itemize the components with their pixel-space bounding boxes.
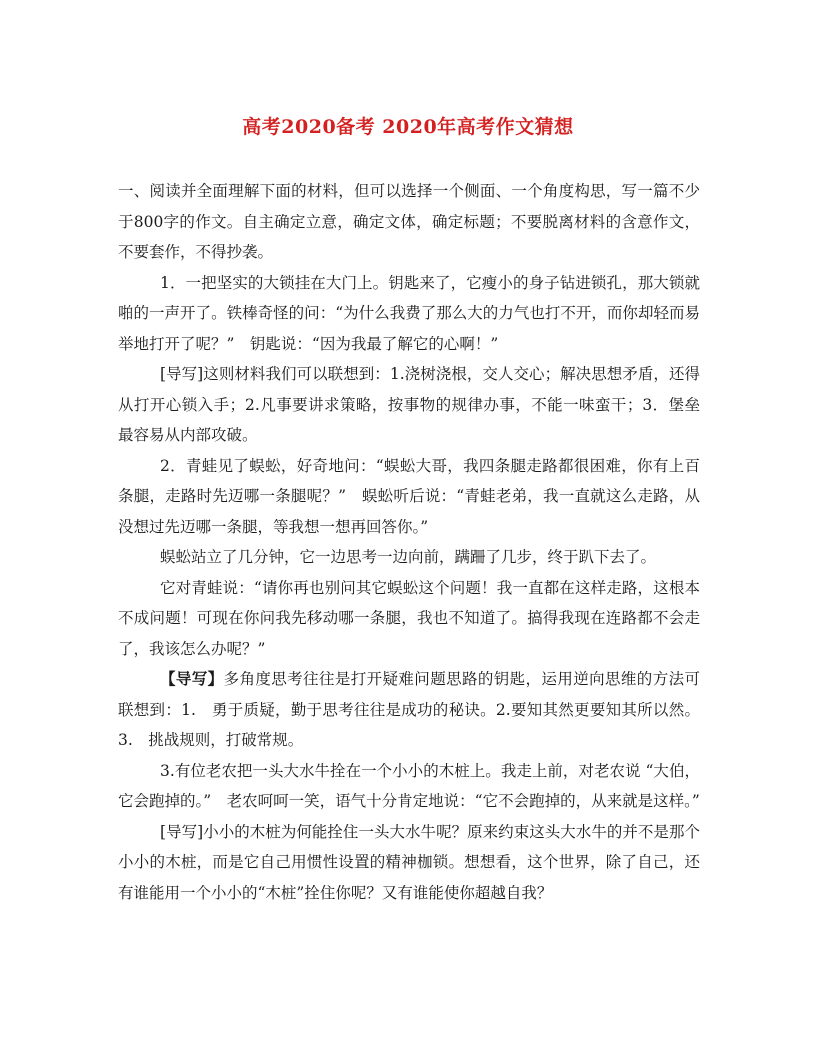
paragraph-material-1: 1．一把坚实的大锁挂在大门上。钥匙来了，它瘦小的身子钻进锁孔，那大锁就啪的一声开了。铁棒奇怪的问：“为什么我费了那么大的力气也打不开，而你却轻而易举地打开了呢？” 钥匙说：“因为我最了解它的心啊！” <box>118 273 700 353</box>
paragraph-guide-3: [导写]小小的木桩为何能拴住一头大水牛呢？原来约束这头大水牛的并不是那个小小的木桩，而是它自己用惯性设置的精神枷锁。想想看，这个世界，除了自己，还有谁能用一个小小的“木桩”拴住你呢？又有谁能使你超越自我？ <box>118 822 700 902</box>
paragraph-guide-1: [导写]这则材料我们可以联想到：1.浇树浇根，交人交心；解决思想矛盾，还得从打开心锁入手；2.凡事要讲求策略，按事物的规律办事，不能一味蛮干；3．堡垒最容易从内部攻破。 <box>118 365 700 444</box>
paragraph-material-2: 2．青蛙见了蜈蚣，好奇地问：“蜈蚣大哥，我四条腿走路都很困难，你有上百条腿，走路时先迈哪一条腿呢？” 蜈蚣听后说：“青蛙老弟，我一直就这么走路，从没想过先迈哪一条腿，等我想一想再回答你。” <box>118 456 700 536</box>
paragraph-material-2c: 它对青蛙说：“请你再也别问其它蜈蚣这个问题！我一直都在这样走路，这根本不成问题！可现在你问我先移动哪一条腿，我也不知道了。搞得我现在连路都不会走了，我该怎么办呢？” <box>118 578 700 658</box>
document-body <box>118 176 700 908</box>
paragraph-guide-2 <box>118 664 700 756</box>
paragraph-material-2b: 蜈蚣站立了几分钟，它一边思考一边向前，蹒跚了几步，终于趴下去了。 <box>160 548 657 566</box>
guide-text: 多角度思考往往是打开疑难问题思路的钥匙，运用逆向思维的方法可联想到：1. 勇于质疑，勤于思考往往是成功的秘诀。2.要知其然更要知其所以然。3. 挑战规则，打破常规。 <box>118 670 700 749</box>
paragraph-material-3: 3.有位老农把一头大水牛拴在一个小小的木桩上。我走上前，对老农说 “大伯，它会跑掉的。” 老农呵呵一笑，语气十分肯定地说：“它不会跑掉的，从来就是这样。” <box>118 761 700 810</box>
paragraph-prompt: 一、阅读并全面理解下面的材料，但可以选择一个侧面、一个角度构思，写一篇不少于800字的作文。自主确定立意，确定文体，确定标题；不要脱离材料的含意作文，不要套作，不得抄袭。 <box>118 182 700 261</box>
document-title: 高考2020备考 2020年高考作文猜想 <box>242 116 574 138</box>
guide-label: 【导写】 <box>160 669 224 688</box>
